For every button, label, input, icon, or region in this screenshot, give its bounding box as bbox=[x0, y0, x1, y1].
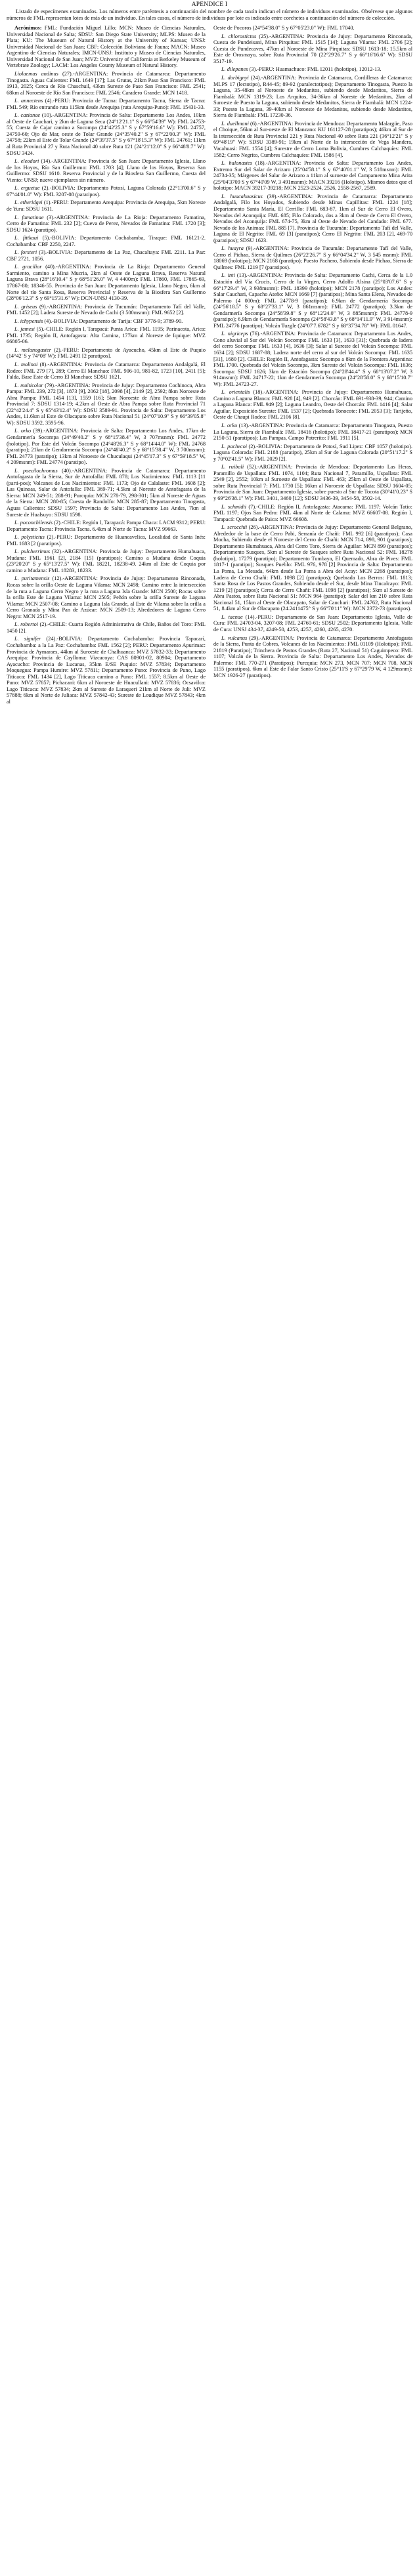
taxon-name: L. eleodori bbox=[14, 158, 39, 165]
species-entry bbox=[7, 235, 206, 247]
taxon-name: Liolaemus andinus bbox=[14, 71, 58, 77]
taxon-name: L. vulcanus bbox=[221, 634, 248, 641]
taxon-name: L. orko bbox=[221, 423, 238, 428]
locality-text: -BOLIVIA: Departamento de Tarija: CBF 3778-9; 3789-90. bbox=[52, 318, 183, 324]
taxon-name: L. annectens bbox=[14, 98, 43, 104]
taxon-name: L. griseus bbox=[14, 303, 37, 310]
locality-text: -ARGENTINA: Provincia de Catamarca: Departamento Antofagasta de la Sierra, Sur de Antofalla: FML 878; Los Nacimientos: FML 1113 [11 (parti-pos); Volcanes de Los Nacimientos: FML 1173; Ojo de Calalaste: FML 1608 [2]; Las Quinoas, Salar de Antofalla: FML 369-71; 4.5km al Noreste de Antofagasta de la Sierra: MCN 249-51; 288-91; Purcquia: MCN 278-79, 298-301; 5km al Noreste de Aguas de la Sierra: MCN 280-85; Cuesta de Randolfo: MCN 285-87; Departamento Tinogasta, Aguas Calientes: SDSU 1597; Provincia de Salta: Departamento Los Andes, 7km al Sureste de Hualsuyo: SDSU 1598. bbox=[7, 467, 206, 518]
locality-text: -ARGENTINA: Provincia de Tucumán: Departamento Tafí del Valle, FML 1452 [2]; Ladera Sureste de Nevado de Cachi (3 500msnm): FML 9652 [2]. bbox=[7, 303, 206, 316]
species-entry bbox=[213, 121, 412, 158]
locality-text: -BOLIVIA: Departamento Cochabamba, Tiraque: FML 16121-2. Cochabamba: CBF 2250, 2247. bbox=[7, 235, 206, 247]
specimen-count: (40). bbox=[41, 264, 56, 270]
species-entry bbox=[7, 621, 206, 634]
locality-text: -PERU: Provincia de Tacna: Departamento Tacna, Sierra de Tacna: FML 549; Río entrando ruta 115km desde Arequipa (ruta Arequipa-Puno): FML 15431-33. bbox=[7, 98, 206, 110]
locality-text: -ARGENTINA: Provincia de Salta: Departamento Cachi, Cerca de la 1.0 Estación del Vía Crucis, Cerro de la Virgen, Cerro Adolfo Alsina (25°03'07.6" S y 66°17'29.4" W, 3 938msnm): FML 18399 (holotipo); MCN 2178 (paratipo); Los Andes: Salar Cauchari, Capacho Ateño: MCN 1669 [7] (paratipos); Mina Santa Elena, Nevados de Palermo (4 000m): FML 24778-9 (paratipos); 6.9km de Gendarmería Socompa (24°56'18.5" S y 68°27'33.1" W, 3 861msnm): FML 24772 (paratipo); 3.3km de Gendarmería Socompa (24°58'39.8" S y 68°12'24.0" W, 3 885msnm): FML 24778-9 (paratipo); 6.9km de Gendarmería Socompa (24°58'43.8" S y 68°14'11.9" W, 3 914msnm): FML 24776 (paratipo); Volcán Tuzgle (24°07'7.6782" S y 68°37'34.78" W): FML 01647. bbox=[213, 272, 412, 329]
locality-text: Oeste de Pocoros (24°54'38.0" S y 67°05'23.0" W): FML 17040. bbox=[213, 25, 355, 31]
species-entry bbox=[7, 318, 206, 325]
species-entry bbox=[213, 635, 412, 679]
taxon-name: L. scrocchii bbox=[221, 524, 248, 531]
species-entry bbox=[213, 194, 412, 243]
specimen-count: (5). bbox=[38, 235, 51, 241]
taxon-name: L. ichypensis bbox=[14, 318, 43, 324]
specimen-count: (2). bbox=[53, 520, 62, 526]
locality-text: -BOLIVIA: Departamento Cochabamba: Provincia Tapacarí, Cochabamba: a la La Paz: Cochabamba: FML 1562 [2]; PERU: Departamento Apurimac: Provincia de Aymaraes, 44km al Suroeste de Chalhuanca: MVZ 57832-33; Departamento Arequipa: Provincia de Caylloma: Vizcacoya: CAS 80901-02, 80904; Departamento Ayacucho: Provincia de Lucanas, 35km E/SE Puquio: MVZ 57834; Departamento Moquegua: Pampa Humire: MVZ 57811; Departamento Puno: Provincia de Puno, Lago Titicaca: FML 1434 [2], Lago Titicaca camino a Puno: FML 1557; 8.5km al Oeste de Puno: MVZ 57857; Pichacani: 6km al Noroeste de Huacullani: MVZ 57836; Ocsavilca: Lago Titicaca: MVZ 57834; 2km al Sureste de Laraqueri 21km al Norte de Juli: MVZ 57888; 6km al Norte de Juliaca: MVZ 57842-43; Sureste de Loudique MVZ 57843; 4km al bbox=[7, 636, 206, 705]
document-page bbox=[7, 0, 412, 707]
species-entry bbox=[7, 249, 206, 262]
locality-text: FML: Fundación Miguel Lillo; MCN: Museo de Ciencias Naturales, Universidad Nacional de Salta; SDSU: San Diego State University; MLPS: Museo de la Plata; KU: The Museum of Natural History at the University of Kansas; UNSJ: Universidad Nacional de San Juan; CBF: Colección Boliviana de Fauna; MACN: Museo Argentino de Ciencias Naturales; IMCN-UNSJ: Instituto y Museo de Ciencias Naturales, Universidad Nacional de San Juan; MVZ: University of California at Berkeley Museum of Vertebrate Zoology; LACM: Los Angeles County Museum of Natural History. bbox=[7, 25, 206, 69]
taxon-name: L. orko bbox=[14, 428, 32, 434]
locality-text: -ARGENTINA: Provincia de La Rioja: Departamento Famatina, Cerro de Famatina: FML 232 [2]; Cueva de Perez, Nevados de Famatina: FML 1720 [3]; SDSU 1624 (paratipo). bbox=[7, 214, 206, 233]
species-entry bbox=[7, 520, 206, 532]
locality-text: -PERU: Huamachuco: FML 12011 (holotipo), 12012-13. bbox=[257, 66, 382, 73]
taxon-name: L. erguetae bbox=[14, 185, 40, 192]
species-entry bbox=[7, 383, 206, 426]
species-entry bbox=[213, 389, 412, 421]
locality-text: -ARGENTINA: Provincia de Mendoza: Departamento Las Heras, Paramillo de Uspallata: FML 1074, 1104; Ruta Nacional 7, Paramillo, Uspallata: FML 2549 [2], 2552; 10km al Suroeste de Uspallata: FML 463; 25km al Oeste de Uspallata, sobre Ruta Provincial 7: FML 1730 [5]; 16km al Noroeste de Uspallata: SDSU 1604-05; Provincia de San Juan: Departamento Iglesia, sobre puesto al Sur de Tocota (30°41'0.23" S y 69°26'38.1" W): FML 3401, 3460 [12]; SDSU 3436-39, 3454-58, 3502-14. bbox=[213, 464, 412, 502]
specimen-count: (40). bbox=[57, 467, 72, 474]
specimen-count: (26). bbox=[247, 524, 259, 531]
appendix-intro: Listado de especímenes examinados. Los números entre paréntesis a continuación del nombre de cada taxón indican el número de individuos examinados. Obsérvese que algunos números de FML representan lotes de más de un individuo. En tales casos, el número de individuos por lote es indicado entre corchetes a continuación del número de colección. bbox=[7, 9, 412, 21]
entry-heading: Acrónimos: bbox=[14, 25, 42, 31]
specimen-count: (7). bbox=[246, 503, 257, 510]
locality-text: -BOLIVIA: Departamento Potosí, Laguna Colorada (22°13'00.6" S y 67°44'01.0" W): FML 3207-08 (paratipos). bbox=[7, 185, 206, 197]
specimen-count: (29). bbox=[247, 634, 260, 641]
specimen-count: (12). bbox=[49, 575, 63, 582]
specimen-count: (10). bbox=[40, 112, 53, 119]
locality-text: -ARGENTINA: Provincia de Catamarca, Cordilleras de Catamarca: MLPS 17 (lectotipo), R44-45; 89-92 (paralectotipos); Departamento Tinogasta, Puesto la Laguna, 35-48km al Noroeste de Medanitos, subiendo desde Medanitos, Sierra de Fiambalá: MCN 1319-23; Los Arquitos, 34-36km al Noreste de Medanitos, 2km al Suroeste de Puesto la Laguna, subiendo desde Medanitos, Sierra de Fiambalá: MCN 1224-33; Puesto la Laguna, 39-40km al Noroeste de Medanitos, subiendo desde Medanitos, Sierra de Fiambalá: FML 17230-36. bbox=[213, 75, 412, 119]
specimen-count: (76). bbox=[248, 331, 261, 337]
locality-text: -ARGENTINA: Provincia de Jujuy: Departamento Rinconada, Rocas sobre la orilla Oeste de Laguna Vilama: MCN 2498; Camino entre la intersección de la ruta a Laguna Cerro Negro y la ruta a Laguna Isla Grande: MCN 2500; Rocas sobre la orilla Este de Laguna Vilama: MCN 2505; Peñón sobre la orilla Sureste de Laguna Vilama: MCN 2507-08; Camino a Laguna Isla Grande, al Este de Vilama sobre la orilla a Cerro Granada y Mina Pan de Azúcar: MCN 2509-13; Alrededores de Laguna Cerro Negro: MCN 2517-19. bbox=[7, 575, 206, 619]
taxon-name: L. tacnae bbox=[221, 613, 243, 620]
specimen-count: (2). bbox=[51, 346, 62, 353]
species-entry bbox=[7, 25, 206, 69]
specimen-count: (24). bbox=[41, 636, 57, 642]
species-entry bbox=[7, 347, 206, 360]
species-entry bbox=[213, 25, 412, 31]
taxon-name: L. melanogaster bbox=[14, 346, 51, 353]
locality-text: -ARGENTINA: Provincia de Catamarca: Departamento Tinogasta, Puesto La Laguna, Sierra de Fiambalá: FML 18416 (holotipo); FML 18417-21 (paratipos); MCN 2150-51 (paratipos); Las Pampas, Campo Potrerito: FML 1911 [5]. bbox=[213, 423, 412, 442]
specimen-count: (27). bbox=[58, 71, 73, 77]
locality-text: -CHILE: Cuarta Región Administrativa de Chile, Baños del Toro: FML 1450 [2]. bbox=[7, 621, 206, 634]
taxon-name: L. pachecoi bbox=[221, 443, 248, 449]
specimen-count: (13). bbox=[237, 423, 250, 428]
taxon-name: L. multicolor bbox=[14, 382, 43, 388]
taxon-name: L. inti bbox=[221, 272, 235, 279]
locality-text: -ARGENTINA: Provincia de Salta: Departamento Los Andes, Extremo Sur del Salar de Arizaro (25°04'58.1" S y 67°40'01.1" W, 3 518msnm): FML 24734-35; Márgenes del Salar de Arizaro a 11km al suroeste del Campamento Mina Arita (25°04'3709 S y 67°40'09 W, 3 491msnm): MACN 39216 (Holotipo). Mismos datos que el holotipo: MACN 39217-39218; MCN 2523-2524, 2526, 2558-2567, 2589. bbox=[213, 160, 412, 192]
specimen-count: (79). bbox=[43, 382, 56, 388]
species-entry bbox=[7, 575, 206, 619]
specimen-count: (39). bbox=[31, 428, 44, 434]
taxon-name: L. robertoi bbox=[14, 621, 39, 628]
species-entry bbox=[213, 614, 412, 633]
specimen-count: (3). bbox=[43, 214, 55, 220]
taxon-name: L. dorbignyi bbox=[221, 75, 249, 81]
specimen-count: (2). bbox=[247, 443, 257, 449]
locality-text: -ARGENTINA: Provincia de Catamarca: Departamento Andalgalá, El Rodeo: FML 279 [7], 289; Cerro El Manchao: FML 906-10, 981-82, 1723 [10], 2411 [5]; Falda, Base Este de Cerro El Manchao: SDSU 1621. bbox=[7, 361, 206, 381]
taxon-name: L. molinai bbox=[14, 361, 38, 367]
locality-text: -ARGENTINA: Provincia de Catamarca: Departamento Andalgalá, Filo los Hoyados, Subiendo desde Minas Capillitas: FML 1224 [18]; Departamento Santa María, El Cerrillo: FML 683-87, 1km al Sur de Cerro El Overo, Nevados del Aconquija: FML 685; Filo Colorado, dos a 3km al Oeste de Cerro El Overo, Nevados del Aconquija: FML 674-75, 3km al Oeste de Nevado del Candado: FML 677. Nevado de los Animas: FML 885 [7]. Provincia de Tucumán: Departamento Tafí del Valle, Laguna de El Negrito: FML 69 [3] (paratipos); Cerro El Negrito: FML 203 [2], 469-70 (paratipos); SDSU 1623. bbox=[213, 193, 412, 243]
specimen-count: (3). bbox=[248, 66, 257, 73]
taxon-name: L. nigriceps bbox=[221, 331, 248, 337]
locality-text: -ARGENTINA: Provincia de Jujuy: Departamento Rinconada, Cuesta de Pundeisani, Mina Pirquitas: FML 1515 [14]; Laguna Vilama: FML 2706 [2]; Cuesta de Pundecaves, 47km al Noroeste de Mina Pirquitas: SDSU 1613-18; 15.5km al Este de Orosmayo, sobre Ruta Provincial 70 (22°29'26.7" S y 66°16'16.6" W): SDSU 3517-19. bbox=[213, 33, 412, 64]
locality-text: -CHILE: Región I, Tarapacá: Punta Arica: FML 1195; Parinacota, Arica: FML 1735; Región II, Antofagasta: Alta Camina, 177km al Noreste de Iquique: MVZ 66805-06. bbox=[7, 326, 206, 345]
locality-text: -BOLIVIA: Departamento de Potosí, Sud Lipez: CBF 1057 (holotipo). Laguna Colorada: FML 2188 (paratipo), 25km al Sur de Laguna Colorada (20°51'17.2" S y 70°02'41.5" W): FML 2029 [2]. bbox=[213, 443, 412, 462]
species-entry bbox=[7, 636, 206, 705]
taxon-name: L. famatinae bbox=[14, 214, 44, 220]
specimen-count: (13). bbox=[234, 272, 248, 279]
species-entry bbox=[7, 362, 206, 381]
specimen-count: (18). bbox=[252, 160, 266, 167]
species-entry bbox=[7, 112, 206, 156]
taxon-name: L. poconchilensis bbox=[14, 520, 53, 526]
specimen-count: (1). bbox=[42, 199, 52, 206]
species-entry bbox=[7, 534, 206, 547]
appendix-title: APENDICE I bbox=[191, 1, 228, 8]
specimen-count: (9). bbox=[243, 245, 254, 252]
species-entry bbox=[7, 326, 206, 345]
specimen-count: (4). bbox=[43, 98, 53, 104]
species-entry bbox=[213, 524, 412, 612]
locality-text: -PERU: Departamento de Ayacucho, 45km al Este de Puquio (14°42' S y 74°08' W): FML 2491 [2 paratipos]. bbox=[7, 346, 206, 360]
specimen-count: (2). bbox=[38, 621, 48, 628]
taxon-name: L. poecilochromus bbox=[14, 467, 58, 474]
locality-text: -PERU: Departamento de Huancavelica, Localidad de Santa Inés: FML 1683 [2 (paratipos). bbox=[7, 534, 206, 547]
specimen-columns bbox=[7, 25, 412, 707]
taxon-name: L. schmidti bbox=[221, 503, 247, 510]
specimen-count: (8). bbox=[37, 361, 48, 367]
locality-text: -ARGENTINA: Provincia de Mendoza: Departamento Malargüe, Paso el Choique, 56km al Sur-oeste de El Manzano: KU 161127-28 (paratipos); 46km al Sur de la intersección de Ruta Provincial 221 y Ruta Nacional 40 sobre Ruta 221 (36°12'21" S y 69°48'19" W): SDSU 3389-91; 19km al Norte de la intersección de Vega Mandera, Vacahuasi: FML 1554 [4]; Surestre de Cerro Loma Bolivia, Cumbres Calchaquíes: FML 1582; Cerro Negrito, Cumbres Calchaquíes: FML 1586 [4]. bbox=[213, 120, 412, 158]
taxon-name: L. etheridgei bbox=[14, 199, 43, 206]
species-entry bbox=[213, 331, 412, 387]
locality-text: -ARGENTINA: Provincia de Catamarca: Departamento Antofagasta de la Sierra, Punta de Cobres, Volcanes de los Nacimientos: FML 01109 (Holotipo); FML 21819 (Paratipo); Trinchera de Pastos Grandes (Ruta 27, Nacional 51) Caguimpeco: FML 1107; Volcán de la Sierra. Provincia de Salta: Departamento Los Andes, Nevados de Palermo: FML 770-271 (Paratipos); Purcquia: MCN 273, MCN 707; MCN 708, MCN 1155 (paratipos), 6km al Este de Falar Santo Cristo (25°11'S y 67°29'79 W, 4 129msnm): MCN 1926-27 (paratipos). bbox=[213, 634, 412, 678]
locality-text: -ARGENTINA: Provincia de Jujuy: Departamento Cochinoca, Abra Pampa: FML 239, 272 [3], 1873 [9], 2062 [18], 2098 [4], 2149 [2], 2592; 8km Noroeste de Abra Pampa: FML 1454 [13], 1559 [16]; 5km Noroeste de Abra Pampa sobre Ruta Provincial 7: SDSU 1314-19; 4.2km al Oeste de Abra Pampa sobre Ruta Provincial 71 (22°42'24.4" S y 65°43'12.4" W): SDSU 3589-91. Provincia de Salta: Departamento Los Andes, 11.6km al Este de Olacapato sobre Ruta Nacional 51 (24°07'10.9" S y 66°39'05.8" W): SDSU 3592, 3595-96. bbox=[7, 382, 206, 426]
species-entry bbox=[7, 468, 206, 518]
species-entry bbox=[213, 66, 412, 73]
locality-text: -ARGENTINA: Provincia de Catamarca: Departamento Los Andes, Cono aluvial al Sur del Volcán Socompa: FML 1633 [3], 1633 [31]; Quebrada de ladera del cerro Socompa: FML 1633 [4], 1636 [3]; Salar al Sureste del Volcán Socompa: FML 1634 [2]; SDSU 1687-88; Ladera norte del cerro al sur del Volcán Socompa: FML 1635 [31], 1680 [2]. CHILE: Región II, Antofagasta: Socompa a 8km de la Frontera Argentina: FML 1700. Quebrada del Volcán Socompa, 3km Sureste del Volcán Socompa: FML 1636; Socompa: SDSU 1626; 3km de Estación Socompa (24°28'44.4" S y 68°13'07.2" W, 3 914msnm): FML 24717-22; 1km de Gendarmería Socompa (24°28'58.0" S y 68°15'10.7" W): FML 24723-27. bbox=[213, 331, 412, 387]
locality-text: -ARGENTINA: Provincia de La Rioja: Departamento General Sarmiento, camino a Mina Mucria, 2km al Oeste de Laguna Brava, Reserva Natural Laguna Brava (28°16'10.4" S y 68°51'26.0" W, 4 4400m): FML 17860, FML 17865-69, 17867-80; 18346-55. Provincia de San Juan: Departamento Iglesia, Llano Negro, 6km al Norte del río Santa Rosa, Reserva Provincial y Reserva de la Biosfera San Guillermo (28°06'12.3" S y 69°15'31.6" W): DCN-UNSJ 4130-39. bbox=[7, 264, 206, 302]
species-entry bbox=[7, 264, 206, 301]
species-entry bbox=[7, 199, 206, 212]
locality-text: -ARGENTINA: Provincia de Salta: Departamento Los Andes, 10km al Oeste de Cauchari, y 2km de Laguna Seca (24°12'21.1" S y 66°54'39" W): FML 24753-55; Cuesta de Cajar camino a Socompa (24°42'25.3" S y 67°59'16.6" W): FML 24757, 24759-60; Ojo de Mar, oeste de Tolar Grande (24°35'40.2" S y 67°22'00.3" W): FML 24758; 22km al Este de Tolar Grande (24°39'37.5" S y 67°18'15.3" W): FML 24761; 11km al Ruta Provincial 27 y Ruta Nacional 40 sobre Ruta 121 (24°21'12.0" S y 66°48'8.7" W): SDSU 3424. bbox=[7, 112, 206, 156]
locality-text: -CHILE: Región I, Tarapacá: Pampa Chaca: LACM 9312; PERU: Departamento Tacna: Provincia Tacna. 6.4km al Norte de Tacna: MVZ 99663. bbox=[7, 520, 206, 532]
species-entry bbox=[7, 215, 206, 234]
locality-text: -CHILE: Región II, Antofagasta: Atacama: FML 1197; Volcán Tatio: FML 1197; Ojos San Pedro: FML 4km al Norte de Calama: MVZ 66607-08. Región I, Tarapacá: Quebrada de Paica: MVZ 66608. bbox=[213, 503, 412, 522]
taxon-name: L. chlorostictus bbox=[221, 33, 257, 39]
specimen-count: (14). bbox=[242, 613, 256, 620]
species-entry bbox=[213, 504, 412, 523]
species-entry bbox=[213, 444, 412, 463]
specimen-count: (14). bbox=[39, 158, 52, 165]
specimen-count: (39). bbox=[262, 193, 278, 199]
taxon-name: L. puritamensis bbox=[14, 575, 50, 582]
taxon-name: L. dilepanes bbox=[221, 66, 248, 73]
species-entry bbox=[7, 549, 206, 573]
specimen-count: (25). bbox=[256, 33, 270, 39]
right-column bbox=[213, 25, 412, 680]
taxon-name: L. pulcherrimus bbox=[14, 549, 51, 555]
taxon-name: L. polystictus bbox=[14, 534, 45, 541]
locality-text: -ARGENTINA: Provincia de Jujuy: Departamento General Belgrano, Alrededor de la base de Cerro Pabi, Serranía de Chañi: FML 992 [6] (paratipos); Casa Mocha, Subiendo desde el Noroeste del Cerro de Chañi: MCN 714, 898, 901 (paratipos); Departamento Humahuaca, Abra del Cerro Toro, Sierra de Aguilar: MCN 899 (paratipos); Departamento Susques, 5km al Sureste de Susques sobre Ruta Nacional 52: FML 18278 (holotipo), 17279 (paratipo); Departamento Tumbaya, El Quemado, Abra de Pives: FML 1817-1 (paratipo); Susques Pueblo: FML 976, 978 [2] Provincia de Salta: Departamento La Poma, La Mesada, 64km desde La Poma a Abra del Acay: MCN 2268 (paratipos); Ladera de Cerro Chañi: FML 1098 [2] (paratipos); Quebrada Los Berros: FML 1813; Santa Rosa de Los Pastos Grandes, Subiendo desde el Sur, desde Mina Tincalcayo: FML 1219 [2] (paratipos); Cerca de Cerro Chañi: FML 1098 [2] (paratipos); 5km al Sureste de Abra Pastos, sobre Ruta Nacional 51: MCN 964 (paratipo); Salar del km 210 sobre Ruta Nacional 51, 15km al Oeste de Olacapato, Salar de Cauchari: FML 24762, Ruta Nacional 51, 8.4km al Sur de Olacapato (24.2411475° S y 66°70'11" W): MCN 2372-73 (paratipos). bbox=[213, 524, 412, 612]
species-entry bbox=[7, 71, 206, 96]
taxon-name: L. huacahuasicus bbox=[221, 193, 263, 199]
taxon-name: L. jamesi bbox=[14, 326, 35, 333]
locality-text: -ARGENTINA: Provincia de Salta: Departamento Los Andes, 17km de Gendarmería Socompa (24°49'40.2" S y 68°15'38.4" W, 3 707msnm): FML 24772 (holotipo). Por Este del Volcán Socompa (24°48'26.3" S y 68°14'44.0" W): FML 24768 (paratipo); 21km de Gendarmería Socompa (24°48'40.2" S y 68°15'38.4" W, 3 700msnm): FML 24773 (paratipo); 13km al Noroeste de Chuculaqui (24°45'17.3" S y 67°59'18.5" W, 4 209msnm): FML 24774 (paratipo). bbox=[7, 428, 206, 466]
taxon-name: L. cazianae bbox=[14, 112, 41, 119]
specimen-count: (9). bbox=[37, 303, 47, 310]
species-entry bbox=[213, 272, 412, 329]
taxon-name: L. gracilior bbox=[14, 264, 42, 270]
species-entry bbox=[213, 160, 412, 192]
locality-text: -ARGENTINA: Provincia de Jujuy: Departamento Humahuaca, Camino a Laguna Blanca: FML 928 [4], 949 [2]. Chorcán: FML 691-938-39, 944; Camino a Laguna Blanca: FML 949 [2]; Laguna Leandro, Oeste del Chorcán: FML 1416 [4]; Salar Aguilar, Exposición Sureste: FML 1537 [2]; Quebrada Tonocote: FML 2053 [3]; Tarijeño, Oeste de Chaupi Rodeo: FML 2106 [8]. bbox=[213, 389, 413, 421]
species-entry bbox=[213, 33, 412, 65]
locality-text: -ARGENTINA: Provincia de Catamarca: Departamento Tinogasta. Aguas Calientes: FML 1649 [17]; Las Grutas, 21km Paso San Francisco: FML 1913, 2025; Cerca de Río Chaschuil, 43km Sureste de Paso San Francisco: FML 2541; 68km al Noroeste de Río San Francisco: FML 2546; Caradero Grande: MCN 1418. bbox=[7, 71, 206, 96]
taxon-name: L. huayra bbox=[221, 245, 244, 252]
taxon-name: L. signifer bbox=[14, 636, 41, 642]
species-entry bbox=[213, 245, 412, 270]
species-entry bbox=[213, 75, 412, 119]
locality-text: -ARGENTINA: Provincia de Tucumán: Departamento Tafí del Valle, Cerro el Pichao, Sierra de Quilmes (26°22'26.7" S y 66°04'34.2" W, 3 545 msnm): FML 18069 (holotipo); MCN 2168 (paratipo); Puesto Pachero, Subiendo desde Pichao, Sierra de Quilmes: FML 1219 [7 (paratipos). bbox=[213, 245, 413, 270]
locality-text: -PERU: Departamento de San Juan: Departamento Iglesia, Valle de Cura: FML 24703-04, 3207-08; FML 24760-61; SDSU 2502; Departamento Iglesia, Valle de Cura: UNSJ 434-37, 4249-50, 4253, 4257, 4260, 4265, 4270. bbox=[213, 613, 412, 633]
specimen-count: (2). bbox=[39, 185, 50, 192]
taxon-name: L. duellmani bbox=[221, 120, 249, 127]
locality-text: -ARGENTINA: Provincia de Jujuy: Departamento Humahuaca, Mudana: FML 1961 [2], 2184 [15] (paratipos); Camino a Mudana desde Coquia (23°20'20" S y 65°13'27.5" W): FML 18221, 18238-49. 24km al Este de Coquia por camino a Mudana: FML 18283, 18233. bbox=[7, 549, 206, 573]
taxon-name: L. ruibali bbox=[221, 464, 244, 470]
specimen-count: (6). bbox=[248, 120, 258, 127]
species-entry bbox=[7, 185, 206, 197]
species-entry bbox=[7, 158, 206, 183]
species-entry bbox=[213, 464, 412, 501]
species-entry bbox=[7, 98, 206, 110]
specimen-count: (52). bbox=[244, 464, 257, 470]
locality-text: -PERU: Departamento Arequipa: Provincia de Arequipa, 5km Noreste de Yura: SDSU 1611. bbox=[7, 199, 206, 212]
specimen-count: (3). bbox=[37, 249, 47, 256]
taxon-name: L. fittkaui bbox=[14, 235, 39, 241]
specimen-count: (5). bbox=[34, 326, 45, 333]
taxon-name: L. forsteri bbox=[14, 249, 37, 256]
specimen-count: (4). bbox=[43, 318, 53, 324]
locality-text: -BOLIVIA: Departamento de La Paz, Chacaltaya: FML 2211. La Paz: CBF 2721, 1056. bbox=[7, 249, 206, 262]
specimen-count: (2). bbox=[44, 534, 55, 541]
species-entry bbox=[213, 423, 412, 442]
specimen-count: (18). bbox=[250, 389, 264, 396]
locality-text: -ARGENTINA: Provincia de San Juan: Departamento Iglesia, Llano de los Hoyos, Río San Guillermo: FML 1703 [4]; Llano de los Hoyos, Reserva San Guillermo: SDSU 1610. Reserva Provincial y de la Biosfera San Guillermo, Cuesta del Viento: UNSJ; nueve ejemplares sin número. bbox=[7, 158, 206, 183]
left-column bbox=[7, 25, 206, 707]
species-entry bbox=[7, 304, 206, 316]
specimen-count: (32). bbox=[50, 549, 63, 555]
species-entry bbox=[7, 428, 206, 465]
taxon-name: L. halonastes bbox=[221, 160, 253, 167]
taxon-name: L. orientalis bbox=[221, 389, 250, 396]
specimen-count: (24). bbox=[248, 75, 261, 81]
